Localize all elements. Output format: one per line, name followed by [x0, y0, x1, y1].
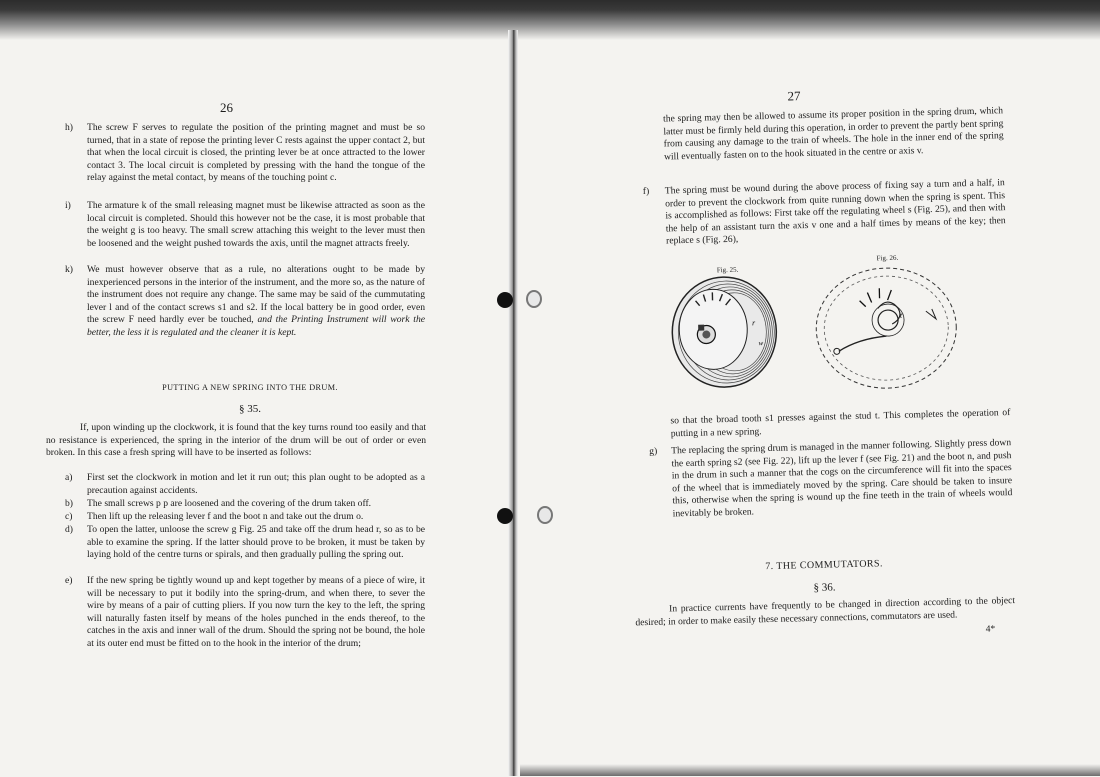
fig25-label-w: w	[759, 339, 764, 347]
fig-25-drum-illustration	[667, 273, 780, 391]
fig-26-drum-illustration	[807, 260, 960, 394]
step-c: c) Then lift up the releasing lever f and the boot n and take out the drum o.	[87, 511, 425, 524]
item-i: i) The armature k of the small releasing magnet must be likewise attracted as soon as the local circuit is completed. Should this however not be the case, it is most probable that the weight g is too heavy. The small screw attaching this weight to the lever must then be loosened and the weight pushed towards the axis, until the magnet attracts freely.	[87, 200, 425, 250]
after-figure-paragraph: so that the broad tooth s1 presses against the stud t. This completes the operation of putting in a new spring.	[670, 407, 1011, 440]
section-number-35: § 35.	[200, 403, 300, 415]
fig-25-caption: Fig. 25.	[717, 266, 739, 275]
fig25-label-r: r	[752, 318, 756, 327]
intro-paragraph: If, upon winding up the clockwork, it is found that the key turns round too easily and that no resistance is experienced, the spring in the interior of the drum will be out of order or even broken. In this case a fresh spring will have to be inserted as follows:	[46, 422, 426, 460]
fig26-arrow	[926, 309, 936, 319]
scan-top-shadow	[0, 0, 1100, 40]
item-g: g) The replacing the spring drum is managed in the manner following. Slightly press down the earth spring s2 (see Fig. 22), lift up the lever f (see Fig. 21) and the boot n, and push in the drum in such a manner that the cogs on the circumference will fit into the spaces of the wheel that is immediately moved by the spring. Care should be taken to insure this, otherwise when the spring is wound up the fine teeth in the train of wheels would inevitably be broken.	[671, 437, 1013, 521]
step-b: b) The small screws p p are loosened and the covering of the drum taken off.	[87, 498, 425, 511]
step-d: d) To open the latter, unloose the screw g Fig. 25 and take off the drum head r, so as to be able to examine the spring. If the latter should prove to be broken, it must be taken by laying hold of the centre turns or spirals, and then gradually pulling the spring out.	[87, 524, 425, 562]
fig26-label-t: t	[900, 311, 903, 320]
signature-mark: 4*	[986, 624, 996, 637]
right-page	[511, 33, 1100, 777]
step-e: e) If the new spring be tightly wound up and kept together by means of a piece of wire, it will be necessary to put it bodily into the spring-drum, and when there, to sever the wire by means of a pair of cutting pliers. If you now turn the key to the left, the spring will naturally fasten itself by means of the holes punched in the ends thereof, to the catches in the axis and inner wall of the drum. Should the spring not be bound, the hole at its outer end must be fitted on to the hook in the interior of the drum;	[87, 575, 425, 651]
continuation-paragraph: the spring may then be allowed to assume its proper position in the spring drum, which latter must be firmly held during this operation, in order to prevent the partly bent spring from causing any damage to the train of wheels. The hole in the inner end of the spring will eventually fasten on to the hook situated in the centre or axis v.	[663, 105, 1004, 164]
step-a: a) First set the clockwork in motion and let it run out; this plan ought to be adopted as a precaution against accidents.	[87, 472, 425, 497]
item-f: f) The spring must be wound during the above process of fixing say a turn and a half, in order to prevent the clockwork from quite running down when the spring is spent. This is accomplished as follows: First take off the regulating wheel s (Fig. 25), and then with the help of an assistant turn the axis v one and a half times by means of the key; then replace s (Fig. 26),	[665, 177, 1006, 248]
commutators-paragraph: In practice currents have frequently to be changed in direction according to the object desired; in order to make easily these necessary connections, commutators are used.	[635, 595, 1016, 629]
commutators-heading: 7. THE COMMUTATORS.	[724, 557, 924, 573]
left-page	[0, 40, 508, 770]
dashed-drum-outline	[815, 266, 958, 389]
section-heading-spring: PUTTING A NEW SPRING INTO THE DRUM.	[120, 383, 380, 392]
item-h: h) The screw F serves to regulate the position of the printing magnet and must be so turned, that in a state of repose the printing lever C rests against the upper contact 2, but that when the local circuit is closed, the printing lever be at once attracted to the lower contact 3. The local circuit is completed by pressing with the hand the tongue of the relay against the metal contact, by means of the touching point c.	[87, 122, 425, 185]
fig26-lever	[838, 336, 886, 351]
page-number-left: 26	[220, 100, 233, 116]
page-number-right: 27	[787, 88, 800, 104]
item-k: k) We must however observe that as a rule, no alterations ought to be made by inexperienced persons in the interior of the instrument, and the more so, as the nature of the instrument does not require any change. The same may be said of the cummutating lever l and of the contact screws s1 and s2. If the local battery be in good order, even the screw F need hardly ever be touched, and the Printing Instrument will work the better, the less it is regulated and the cleaner it is kept.	[87, 264, 425, 340]
section-number-36: § 36.	[774, 580, 874, 594]
fig-26-caption: Fig. 26.	[876, 254, 898, 263]
drum-stud	[698, 325, 704, 331]
